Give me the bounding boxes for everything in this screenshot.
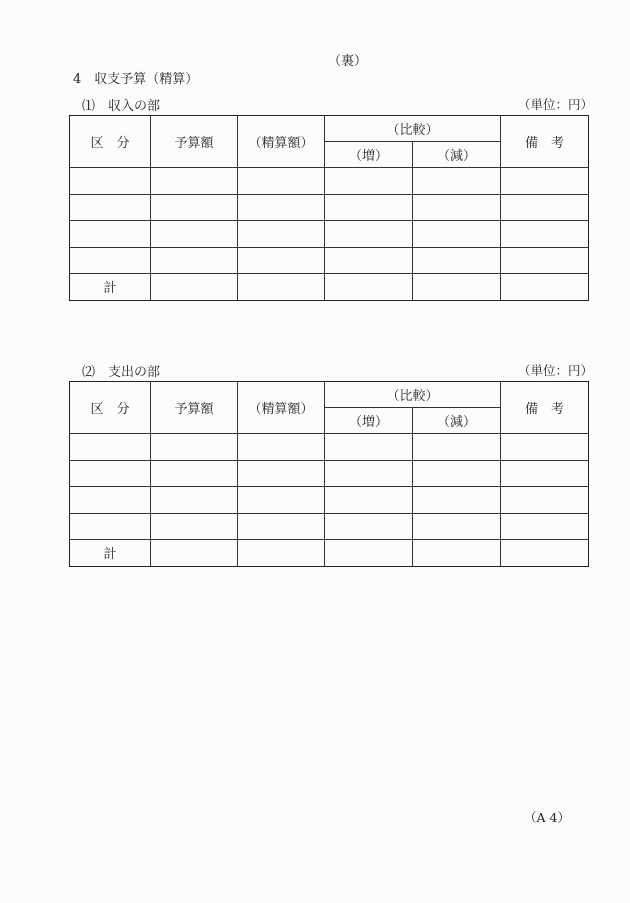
table-cell[interactable] xyxy=(325,487,413,514)
table-row xyxy=(70,194,589,221)
table-cell[interactable] xyxy=(151,168,238,195)
income-table xyxy=(69,115,589,301)
header-decrease: （減） xyxy=(413,142,501,168)
table-cell[interactable] xyxy=(151,487,238,514)
header-settled: （精算額） xyxy=(238,116,325,168)
table-cell[interactable] xyxy=(238,487,325,514)
table-cell[interactable] xyxy=(70,194,151,221)
table-cell[interactable] xyxy=(70,247,151,274)
income-section-title: ⑴ 収入の部 xyxy=(82,99,161,114)
section-title: 4 収支予算（精算） xyxy=(73,72,199,87)
table-cell[interactable] xyxy=(413,194,501,221)
table-cell[interactable] xyxy=(325,247,413,274)
expense-unit-label: （単位：円） xyxy=(518,363,594,378)
table-cell[interactable] xyxy=(151,434,238,461)
table-cell[interactable] xyxy=(413,247,501,274)
table-cell[interactable] xyxy=(151,513,238,540)
header-increase: （増） xyxy=(325,408,413,434)
table-cell[interactable] xyxy=(413,221,501,248)
table-cell[interactable] xyxy=(325,168,413,195)
total-row xyxy=(70,274,589,301)
table-cell[interactable] xyxy=(501,168,589,195)
table-cell[interactable] xyxy=(151,247,238,274)
header-remarks: 備 考 xyxy=(501,116,589,168)
table-cell[interactable] xyxy=(238,194,325,221)
table-cell[interactable] xyxy=(238,513,325,540)
paper-size-label: （A 4） xyxy=(524,810,570,825)
header-category: 区 分 xyxy=(70,116,151,168)
table-cell[interactable] xyxy=(501,434,589,461)
total-row xyxy=(70,540,589,567)
table-cell[interactable] xyxy=(501,194,589,221)
table-cell[interactable] xyxy=(238,540,325,567)
table-cell[interactable] xyxy=(238,221,325,248)
table-cell[interactable] xyxy=(151,194,238,221)
table-cell[interactable] xyxy=(325,434,413,461)
table-cell[interactable] xyxy=(413,434,501,461)
table-row xyxy=(70,434,589,461)
table-cell[interactable] xyxy=(238,434,325,461)
table-cell[interactable] xyxy=(413,274,501,301)
table-cell[interactable] xyxy=(501,221,589,248)
header-remarks: 備 考 xyxy=(501,382,589,434)
table-cell[interactable] xyxy=(70,487,151,514)
table-cell[interactable] xyxy=(151,460,238,487)
table-cell[interactable] xyxy=(70,221,151,248)
table-cell[interactable] xyxy=(70,434,151,461)
table-cell[interactable] xyxy=(70,460,151,487)
income-unit-label: （単位：円） xyxy=(518,97,594,112)
table-cell[interactable] xyxy=(413,460,501,487)
table-cell[interactable] xyxy=(325,460,413,487)
table-cell[interactable] xyxy=(325,194,413,221)
table-cell[interactable] xyxy=(501,487,589,514)
expense-table xyxy=(69,381,589,567)
table-cell[interactable] xyxy=(413,540,501,567)
table-cell[interactable] xyxy=(238,168,325,195)
table-cell[interactable] xyxy=(238,247,325,274)
header-comparison: （比較） xyxy=(325,382,501,408)
expense-section-title: ⑵ 支出の部 xyxy=(82,365,161,380)
table-cell[interactable] xyxy=(325,540,413,567)
table-row xyxy=(70,247,589,274)
page-side-label: （裏） xyxy=(328,54,368,69)
header-budget: 予算額 xyxy=(151,382,238,434)
table-cell[interactable] xyxy=(501,513,589,540)
table-cell[interactable] xyxy=(151,540,238,567)
table-cell[interactable] xyxy=(151,221,238,248)
table-cell[interactable] xyxy=(501,540,589,567)
table-cell[interactable] xyxy=(501,460,589,487)
header-budget: 予算額 xyxy=(151,116,238,168)
table-cell[interactable] xyxy=(413,513,501,540)
header-increase: （増） xyxy=(325,142,413,168)
table-row xyxy=(70,513,589,540)
table-cell[interactable] xyxy=(325,221,413,248)
table-cell[interactable] xyxy=(325,274,413,301)
total-label: 計 xyxy=(70,274,151,301)
table-cell[interactable] xyxy=(70,168,151,195)
table-cell[interactable] xyxy=(238,460,325,487)
table-cell[interactable] xyxy=(151,274,238,301)
table-cell[interactable] xyxy=(501,247,589,274)
total-label: 計 xyxy=(70,540,151,567)
table-row xyxy=(70,460,589,487)
table-cell[interactable] xyxy=(238,274,325,301)
table-cell[interactable] xyxy=(325,513,413,540)
table-row xyxy=(70,487,589,514)
header-comparison: （比較） xyxy=(325,116,501,142)
header-settled: （精算額） xyxy=(238,382,325,434)
table-row xyxy=(70,221,589,248)
header-decrease: （減） xyxy=(413,408,501,434)
header-category: 区 分 xyxy=(70,382,151,434)
table-row xyxy=(70,168,589,195)
table-cell[interactable] xyxy=(501,274,589,301)
table-cell[interactable] xyxy=(413,487,501,514)
table-cell[interactable] xyxy=(413,168,501,195)
table-cell[interactable] xyxy=(70,513,151,540)
